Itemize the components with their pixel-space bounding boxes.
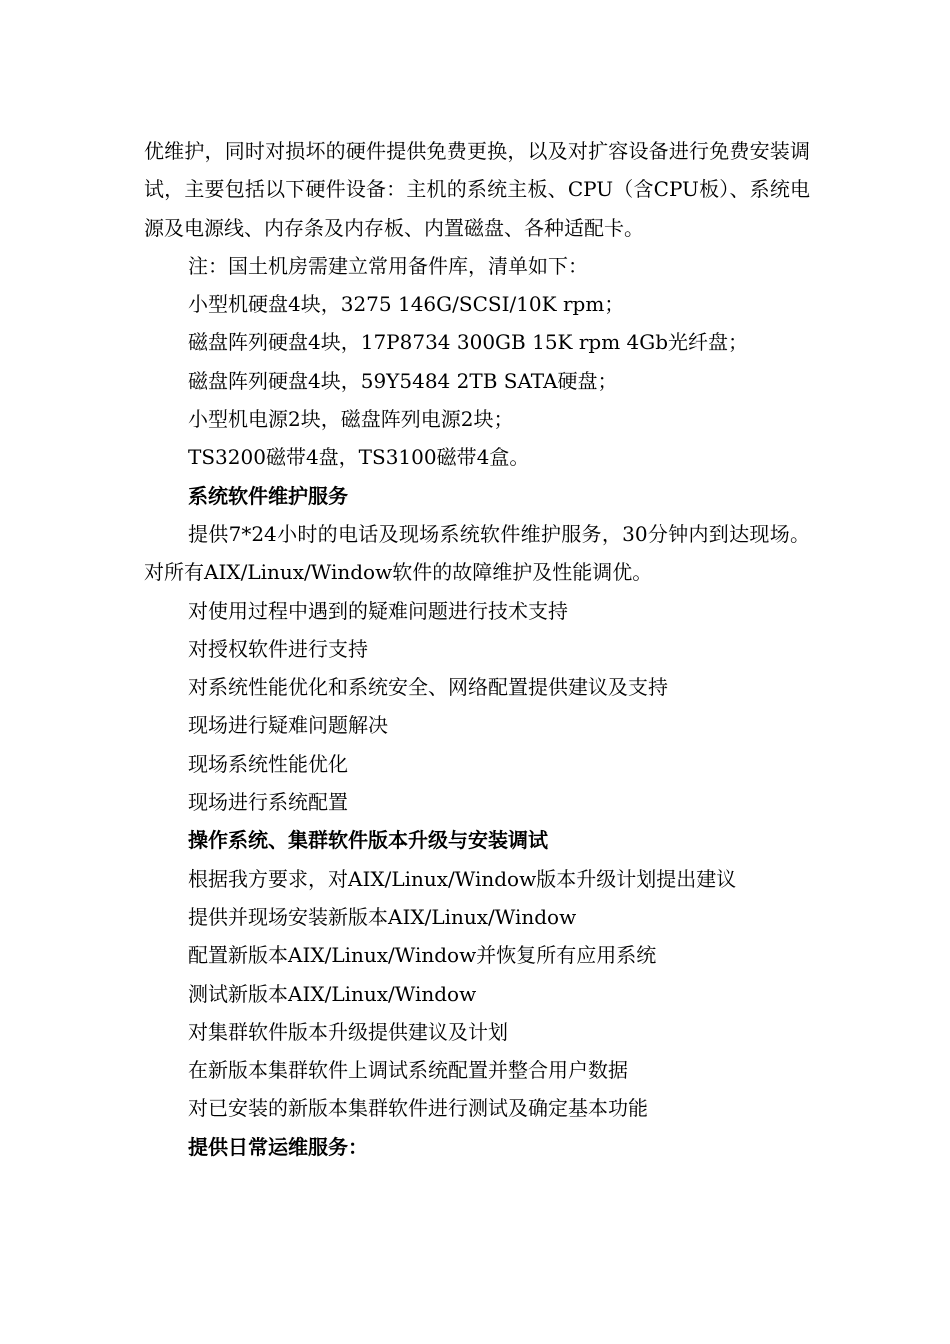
software-service-item: 现场系统性能优化 xyxy=(188,751,348,776)
hardware-maintenance-paragraph: 优维护，同时对损坏的硬件提供免费更换，以及对扩容设备进行免费安装调试，主要包括以下硬件设备：主机的系统主板、CPU（含CPU板）、系统电源及电源线、内存条及内存板、内置磁盘、各种适配卡。 xyxy=(144,139,810,240)
upgrade-service-item: 提供并现场安装新版本AIX/Linux/Window xyxy=(188,904,577,929)
spare-part-item: 小型机硬盘4块，3275 146G/SCSI/10K rpm； xyxy=(188,292,625,317)
upgrade-service-item: 测试新版本AIX/Linux/Window xyxy=(188,981,477,1006)
spare-part-item: 小型机电源2块，磁盘阵列电源2块； xyxy=(188,407,514,432)
spare-part-item: 磁盘阵列硬盘4块，17P8734 300GB 15K rpm 4Gb光纤盘； xyxy=(188,330,749,355)
software-maintenance-intro: 提供7*24小时的电话及现场系统软件维护服务，30分钟内到达现场。对所有AIX/Linux/Window软件的故障维护及性能调优。 xyxy=(144,521,810,585)
upgrade-service-item: 对已安装的新版本集群软件进行测试及确定基本功能 xyxy=(188,1096,648,1121)
software-service-item: 对授权软件进行支持 xyxy=(188,636,368,661)
spare-part-item: TS3200磁带4盘，TS3100磁带4盒。 xyxy=(188,445,530,470)
upgrade-service-item: 对集群软件版本升级提供建议及计划 xyxy=(188,1019,508,1044)
software-service-item: 对系统性能优化和系统安全、网络配置提供建议及支持 xyxy=(188,675,668,700)
software-maintenance-heading: 系统软件维护服务 xyxy=(188,483,348,508)
spare-part-item: 磁盘阵列硬盘4块，59Y5484 2TB SATA硬盘； xyxy=(188,368,618,393)
software-service-item: 现场进行疑难问题解决 xyxy=(188,713,388,738)
spare-parts-note: 注：国土机房需建立常用备件库，清单如下： xyxy=(188,253,588,278)
software-service-item: 对使用过程中遇到的疑难问题进行技术支持 xyxy=(188,598,568,623)
software-service-item: 现场进行系统配置 xyxy=(188,790,348,815)
daily-operations-heading: 提供日常运维服务： xyxy=(188,1134,368,1159)
upgrade-heading: 操作系统、集群软件版本升级与安装调试 xyxy=(188,828,548,853)
upgrade-service-item: 配置新版本AIX/Linux/Window并恢复所有应用系统 xyxy=(188,943,657,968)
document-body xyxy=(144,132,810,1166)
upgrade-service-item: 根据我方要求，对AIX/Linux/Window版本升级计划提出建议 xyxy=(188,866,737,891)
upgrade-service-item: 在新版本集群软件上调试系统配置并整合用户数据 xyxy=(188,1058,628,1083)
